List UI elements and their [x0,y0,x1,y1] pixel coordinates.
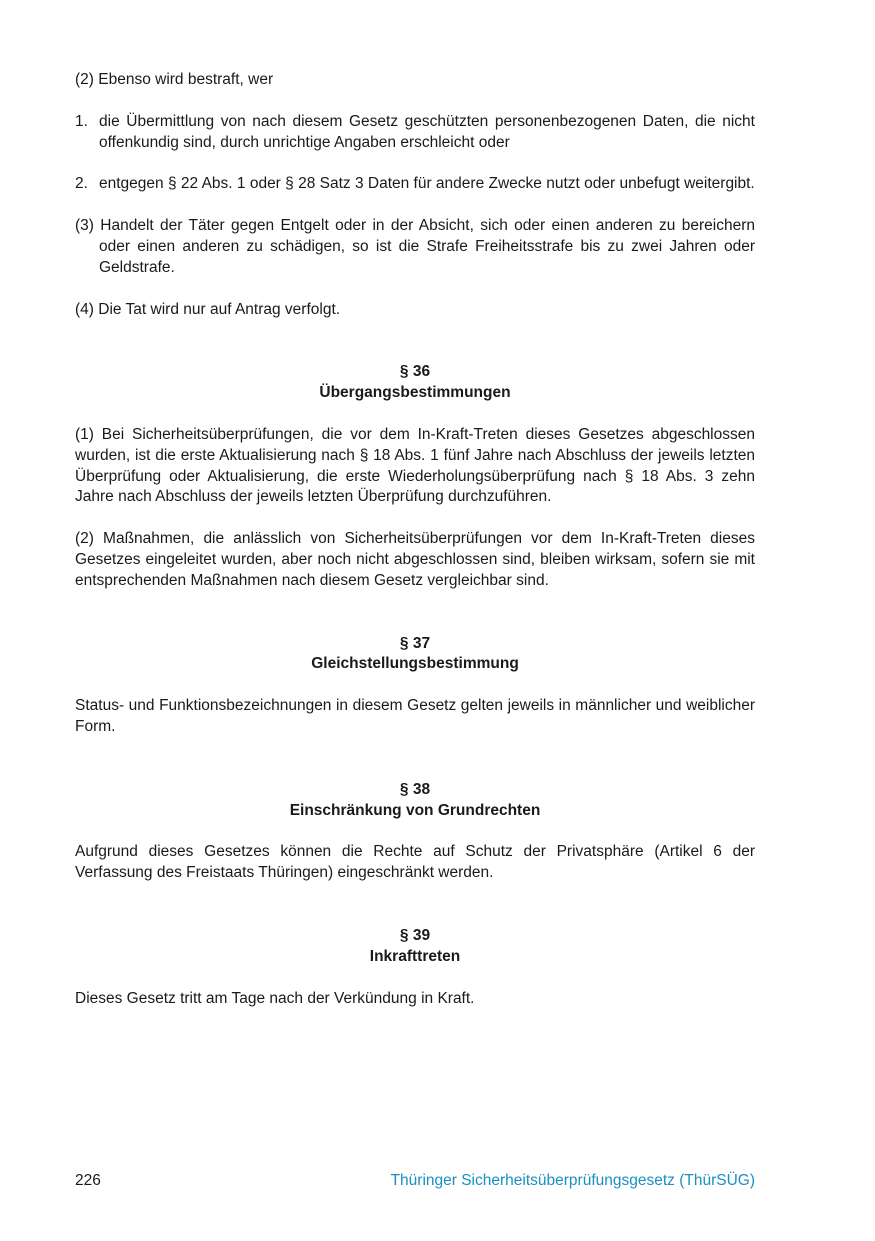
section-36-paragraph-2: (2) Maßnahmen, die anlässlich von Sicherheitsüberprüfungen vor dem In-Kraft-Treten dieses Gesetzes eingeleitet wurden, aber noch nicht abgeschlossen sind, bleiben wirksam, sofern sie mit entsprechenden Maßnahmen nach diesem Gesetz vergleichbar sind. [75,530,755,589]
section-title: Gleichstellungsbestimmung [311,655,519,673]
paragraph-4: (4) Die Tat wird nur auf Antrag verfolgt. [75,300,341,318]
section-36-paragraph-1: (1) Bei Sicherheitsüberprüfungen, die vor dem In-Kraft-Treten dieses Gesetzes abgeschlossen wurden, ist die erste Aktualisierung nach § 18 Abs. 1 fünf Jahre nach Abschluss der jeweils letzten Überprüfung oder Aktualisierung, die erste Wiederholungsüberprüfung nach § 18 Abs. 3 zehn Jahre nach Abschluss der jeweils letzten Überprüfung durchzuführen. [75,425,755,506]
list-item-2 [75,174,755,195]
section-number: § 37 [399,634,431,652]
section-title: Übergangsbestimmungen [319,384,511,402]
section-title: Einschränkung von Grundrechten [289,801,541,819]
section-38-heading [75,780,755,822]
list-item-text: die Übermittlung von nach diesem Gesetz geschützten personenbezogenen Daten, die nicht offenkundig sind, durch unrichtige Angaben erschleicht oder [99,112,755,151]
running-title: Thüringer Sicherheitsüberprüfungsgesetz (ThürSÜG) [390,1172,755,1189]
section-36-heading [75,362,755,404]
list-item-1 [75,112,755,154]
section-39-heading [75,926,755,968]
list-item-number: 2. [75,175,88,193]
list-item-text: entgegen § 22 Abs. 1 oder § 28 Satz 3 Daten für andere Zwecke nutzt oder unbefugt weitergibt. [99,175,755,193]
page-number: 226 [75,1172,101,1189]
section-number: § 36 [399,363,431,381]
paragraph-3: (3) Handelt der Täter gegen Entgelt oder in der Absicht, sich oder einen anderen zu bereichern oder einen anderen zu schädigen, so ist die Strafe Freiheitsstrafe bis zu zwei Jahren oder Geldstrafe. [75,217,755,276]
section-title: Inkrafttreten [369,947,461,965]
section-38-paragraph: Aufgrund dieses Gesetzes können die Rechte auf Schutz der Privatsphäre (Artikel 6 der Verfassung des Freistaats Thüringen) eingeschränkt werden. [75,843,755,882]
list-item-number: 1. [75,112,88,130]
page-footer [75,1172,755,1190]
section-number: § 39 [399,926,431,944]
paragraph-2-intro: (2) Ebenso wird bestraft, wer [75,71,274,88]
section-37-heading [75,634,755,676]
section-number: § 38 [399,780,431,798]
page-content [75,70,755,1009]
section-39-paragraph: Dieses Gesetz tritt am Tage nach der Verkündung in Kraft. [75,989,475,1007]
section-37-paragraph: Status- und Funktionsbezeichnungen in diesem Gesetz gelten jeweils in männlicher und weiblicher Form. [75,697,755,735]
